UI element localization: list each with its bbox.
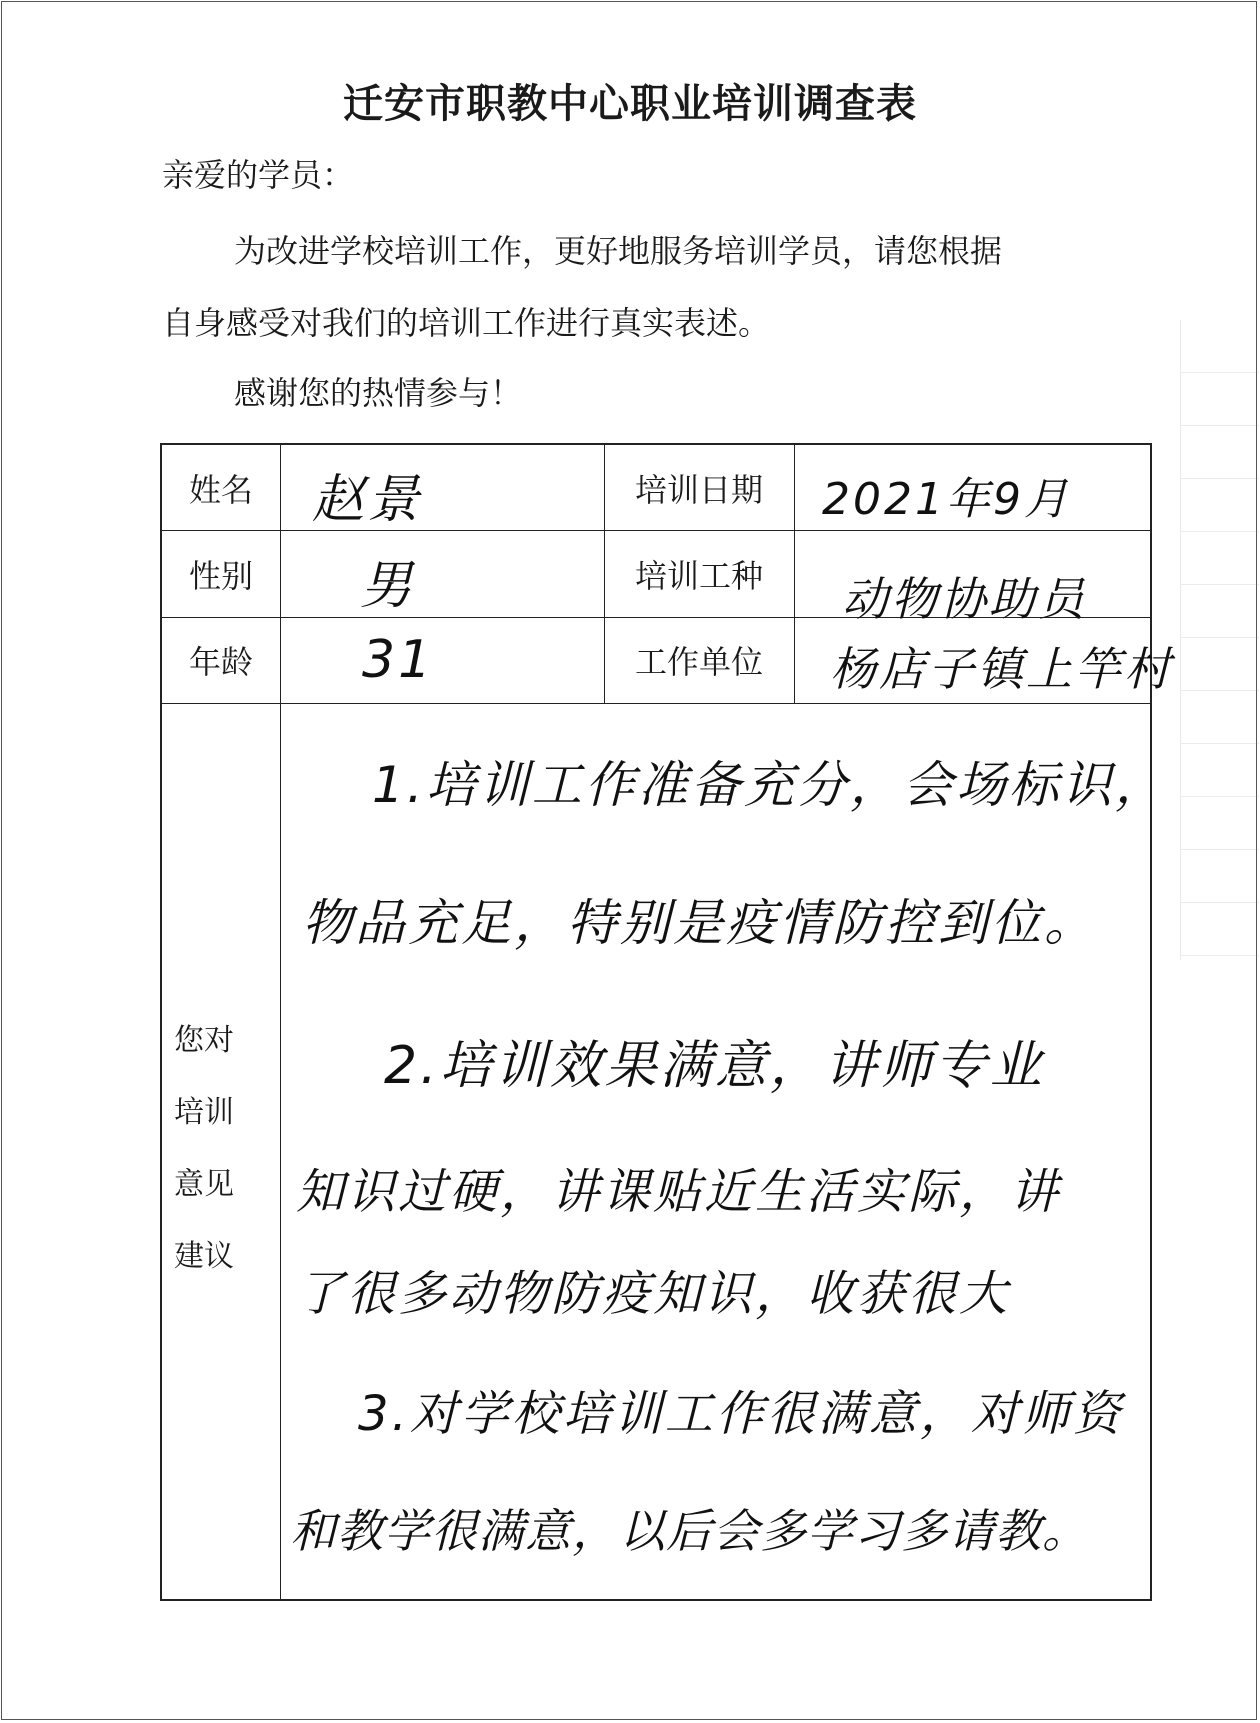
name-label: 姓名: [188, 470, 253, 509]
feedback-label-line: 建议: [174, 1239, 234, 1274]
age-value[interactable]: 31: [362, 630, 435, 690]
greeting: 亲爱的学员：: [162, 156, 355, 194]
age-label: 年龄: [188, 643, 253, 681]
feedback-label: [174, 1005, 254, 1293]
feedback-line[interactable]: 知识过硬，讲课贴近生活实际，讲: [296, 1164, 1062, 1220]
feedback-label-line: 培训: [174, 1095, 234, 1130]
training-trade-value[interactable]: 动物协助员: [842, 572, 1087, 626]
feedback-line[interactable]: 了很多动物防疫知识，收获很大: [296, 1266, 1011, 1322]
feedback-line[interactable]: 2.培训效果满意，讲师专业: [384, 1036, 1045, 1096]
training-date-value[interactable]: 2021年9月: [822, 474, 1071, 525]
feedback-line[interactable]: 和教学很满意，以后会多学习多请教。: [290, 1504, 1089, 1558]
gender-label: 性别: [188, 556, 253, 595]
page-title: 迁安市职教中心职业培训调查表: [343, 80, 917, 127]
intro-line-3: 感谢您的热情参与！: [234, 374, 523, 412]
training-date-label: 培训日期: [634, 470, 763, 509]
intro-line-1: 为改进学校培训工作，更好地服务培训学员，请您根据: [234, 232, 1003, 270]
gender-value[interactable]: 男: [360, 556, 416, 616]
feedback-line[interactable]: 3.对学校培训工作很满意，对师资: [358, 1386, 1124, 1442]
survey-table: [160, 443, 1173, 1601]
employer-value[interactable]: 杨店子镇上竿村: [830, 642, 1173, 696]
bleed-through-lines: [1180, 320, 1259, 960]
col-divider: [280, 445, 281, 703]
training-trade-label: 培训工种: [634, 556, 763, 595]
intro-line-2: 自身感受对我们的培训工作进行真实表述。: [162, 304, 771, 342]
col-divider: [280, 703, 281, 1601]
row-divider: [162, 703, 1150, 704]
feedback-label-line: 您对: [174, 1023, 234, 1058]
feedback-line[interactable]: 1.培训工作准备充分，会场标识，: [372, 756, 1168, 814]
feedback-label-line: 意见: [174, 1167, 234, 1202]
employer-label: 工作单位: [634, 643, 763, 681]
feedback-line[interactable]: 物品充足，特别是疫情防控到位。: [302, 894, 1097, 952]
name-value[interactable]: 赵景: [312, 470, 423, 530]
col-divider: [794, 445, 795, 703]
